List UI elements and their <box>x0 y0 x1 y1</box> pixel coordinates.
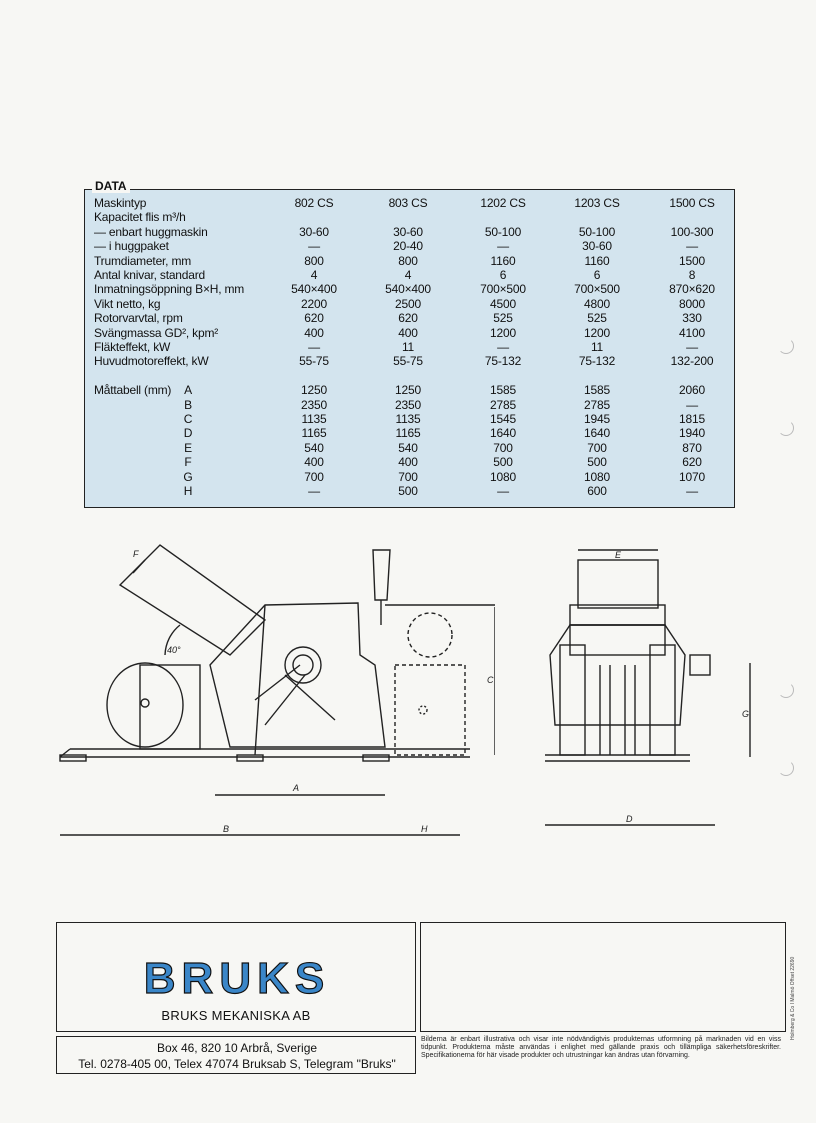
bruks-logo <box>57 923 417 1009</box>
table-row <box>84 282 735 297</box>
table-cell: — <box>686 484 698 498</box>
table-cell: 6 <box>499 268 507 282</box>
table-cell: — <box>686 340 698 354</box>
table-cell: 1640 <box>490 426 516 441</box>
dim-label-d: D <box>626 814 633 824</box>
table-cell: 500 <box>493 455 513 470</box>
table-row <box>84 297 735 312</box>
dim-label-g: G <box>742 709 750 719</box>
table-cell: 500 <box>398 484 418 498</box>
table-cell: 620 <box>682 455 702 470</box>
table-cell: 55-75 <box>393 354 423 369</box>
dimension-letter: A <box>184 383 192 398</box>
table-cell: 1202 CS <box>480 196 526 210</box>
row-label: Kapacitet flis m³/h <box>94 210 186 225</box>
table-cell: 1160 <box>584 253 610 268</box>
table-cell: 75-132 <box>578 354 616 369</box>
table-cell: 132-200 <box>670 354 714 369</box>
table-cell: 75-132 <box>484 354 522 369</box>
table-cell: 700 <box>304 469 324 484</box>
punch-mark <box>778 682 794 698</box>
table-cell: 2785 <box>584 397 610 412</box>
row-label: — enbart huggmaskin <box>94 224 208 239</box>
dimension-letter: E <box>184 440 192 455</box>
row-label: Svängmassa GD², kpm² <box>94 325 219 340</box>
table-cell: 50-100 <box>578 224 616 239</box>
table-cell: 1160 <box>490 253 516 268</box>
dimension-letter: H <box>183 484 193 498</box>
row-label: Inmatningsöppning B×H, mm <box>94 282 245 297</box>
dimension-letter: D <box>183 426 193 441</box>
table-cell: 1200 <box>584 325 610 340</box>
dimension-letter: F <box>184 455 192 470</box>
table-cell: 2350 <box>395 397 421 412</box>
table-cell: 330 <box>682 311 702 326</box>
table-cell: — <box>497 484 509 498</box>
table-cell: 2500 <box>395 296 421 311</box>
table-cell: — <box>308 239 320 254</box>
table-cell: 700×500 <box>480 282 526 297</box>
table-cell: 2785 <box>490 397 516 412</box>
table-cell: 870×620 <box>669 282 715 297</box>
table-cell: 1250 <box>301 383 327 398</box>
table-cell: 620 <box>304 311 324 326</box>
table-cell: 1585 <box>584 383 610 398</box>
table-cell: 1545 <box>490 412 516 426</box>
company-name: BRUKS MEKANISKA AB <box>161 1008 311 1023</box>
table-cell: 1080 <box>490 469 516 484</box>
table-cell: 1200 <box>490 325 516 340</box>
row-label: Antal knivar, standard <box>94 268 206 282</box>
table-cell: 2350 <box>301 397 327 412</box>
table-cell: 4500 <box>490 296 516 311</box>
dimension-letter: C <box>183 412 193 426</box>
table-cell: 1203 CS <box>574 196 620 210</box>
table-cell: 1815 <box>679 412 705 426</box>
table-cell: 500 <box>587 455 607 470</box>
row-label: Rotorvarvtal, rpm <box>94 311 183 326</box>
punch-mark <box>778 338 794 354</box>
table-cell: 600 <box>587 484 607 498</box>
dimension-letter: B <box>184 397 192 412</box>
dim-label-a: A <box>293 783 300 793</box>
dimension-row <box>84 383 735 398</box>
table-cell: 400 <box>398 455 418 470</box>
table-cell: 400 <box>304 455 324 470</box>
table-cell: 1585 <box>490 383 516 398</box>
table-cell: 1165 <box>301 426 327 441</box>
table-cell: 540×400 <box>385 282 431 297</box>
table-cell: 30-60 <box>393 224 423 239</box>
table-cell: 1500 <box>679 253 705 268</box>
punch-mark <box>778 420 794 436</box>
dim-label-c: C <box>487 675 494 685</box>
row-label: Fläkteffekt, kW <box>94 340 171 354</box>
table-cell: 400 <box>398 325 418 340</box>
dimension-row <box>84 484 735 499</box>
dimension-letter: G <box>183 469 193 484</box>
table-cell: 540 <box>304 440 324 455</box>
table-cell: 1070 <box>679 469 705 484</box>
row-label: Vikt netto, kg <box>94 296 161 311</box>
print-code: Holmberg & Co I Malmö Offset 22690 <box>790 956 796 1040</box>
table-cell: 870 <box>682 440 702 455</box>
table-cell: 802 CS <box>294 196 334 210</box>
table-row <box>84 196 735 211</box>
table-cell: 4 <box>404 268 412 282</box>
table-row <box>84 326 735 341</box>
dim-label-b: B <box>223 824 230 834</box>
table-cell: 11 <box>590 340 604 354</box>
address-line-1: Box 46, 820 10 Arbrå, Sverige <box>156 1041 318 1055</box>
table-cell: 700×500 <box>574 282 620 297</box>
table-cell: 20-40 <box>393 239 423 254</box>
table-cell: — <box>686 397 698 412</box>
table-cell: 2060 <box>679 383 705 398</box>
dim-label-f: F <box>133 549 139 559</box>
row-label: Huvudmotoreffekt, kW <box>94 354 209 369</box>
table-cell: 1135 <box>301 412 327 426</box>
table-cell: 2200 <box>301 296 327 311</box>
table-row <box>84 340 735 355</box>
table-cell: 4 <box>310 268 318 282</box>
dimension-row <box>84 441 735 456</box>
table-cell: 525 <box>493 311 513 326</box>
table-cell: 100-300 <box>670 224 714 239</box>
table-cell: 1080 <box>584 469 610 484</box>
table-cell: 30-60 <box>299 224 329 239</box>
table-cell: — <box>308 340 320 354</box>
table-cell: 1500 CS <box>669 196 715 210</box>
dimension-row <box>84 470 735 485</box>
table-cell: 540 <box>398 440 418 455</box>
data-table-rows <box>84 196 735 506</box>
table-cell: 8000 <box>679 296 705 311</box>
dimension-row <box>84 455 735 470</box>
table-cell: 50-100 <box>484 224 522 239</box>
logo-text: BRUKS <box>143 954 331 1003</box>
table-row <box>84 354 735 369</box>
row-label: Maskintyp <box>94 196 147 210</box>
table-cell: 11 <box>401 340 415 354</box>
table-cell: 55-75 <box>299 354 329 369</box>
table-row <box>84 225 735 240</box>
table-cell: 4100 <box>679 325 705 340</box>
table-cell: 803 CS <box>388 196 428 210</box>
table-cell: 8 <box>688 268 696 282</box>
table-row <box>84 311 735 326</box>
table-cell: 1945 <box>584 412 610 426</box>
punch-mark <box>778 760 794 776</box>
table-cell: — <box>308 484 320 498</box>
table-cell: 1640 <box>584 426 610 441</box>
table-cell: 800 <box>304 253 324 268</box>
data-table-title: DATA <box>92 179 130 193</box>
dim-label-e: E <box>615 550 622 560</box>
dimension-row <box>84 426 735 441</box>
blank-panel <box>420 922 786 1032</box>
table-cell: 1135 <box>395 412 421 426</box>
table-cell: 620 <box>398 311 418 326</box>
dimension-row <box>84 398 735 413</box>
table-cell: 700 <box>398 469 418 484</box>
table-row <box>84 210 735 225</box>
table-cell: 540×400 <box>291 282 337 297</box>
row-label: — i huggpaket <box>94 239 169 254</box>
table-cell: 400 <box>304 325 324 340</box>
table-row <box>84 268 735 283</box>
address-line-2: Tel. 0278-405 00, Telex 47074 Bruksab S, Telegram "Bruks" <box>78 1057 396 1071</box>
table-cell: — <box>497 239 509 254</box>
dim-label-angle: 40° <box>167 645 181 655</box>
table-cell: 6 <box>593 268 601 282</box>
table-cell: 30-60 <box>582 239 612 254</box>
table-cell: 800 <box>398 253 418 268</box>
table-row <box>84 254 735 269</box>
table-cell: 1940 <box>679 426 705 441</box>
table-cell: 700 <box>493 440 513 455</box>
dimension-label: Måttabell (mm) <box>94 383 172 398</box>
dim-label-h: H <box>421 824 428 834</box>
disclaimer-text: Bilderna är enbart illustrativa och visar inte nödvändigtvis produkternas utformning på marknaden vid en viss tidpunkt. Produkterna måste användas i enlighet med gällande praxis och tillämpliga säkerhetsföreskrifter. Specifikationerna för här visade produkter och utrustningar kan ändras utan förvarning. <box>421 1036 781 1059</box>
row-label: Trumdiameter, mm <box>94 253 192 268</box>
table-cell: 4800 <box>584 296 610 311</box>
table-cell: 1250 <box>395 383 421 398</box>
side-view-drawing <box>55 525 495 845</box>
dimension-row <box>84 412 735 427</box>
address-box <box>56 1036 416 1074</box>
table-row <box>84 239 735 254</box>
table-cell: 525 <box>587 311 607 326</box>
table-cell: 1165 <box>395 426 421 441</box>
table-cell: — <box>497 340 509 354</box>
table-cell: 700 <box>587 440 607 455</box>
table-cell: — <box>686 239 698 254</box>
front-view-drawing <box>540 545 755 835</box>
